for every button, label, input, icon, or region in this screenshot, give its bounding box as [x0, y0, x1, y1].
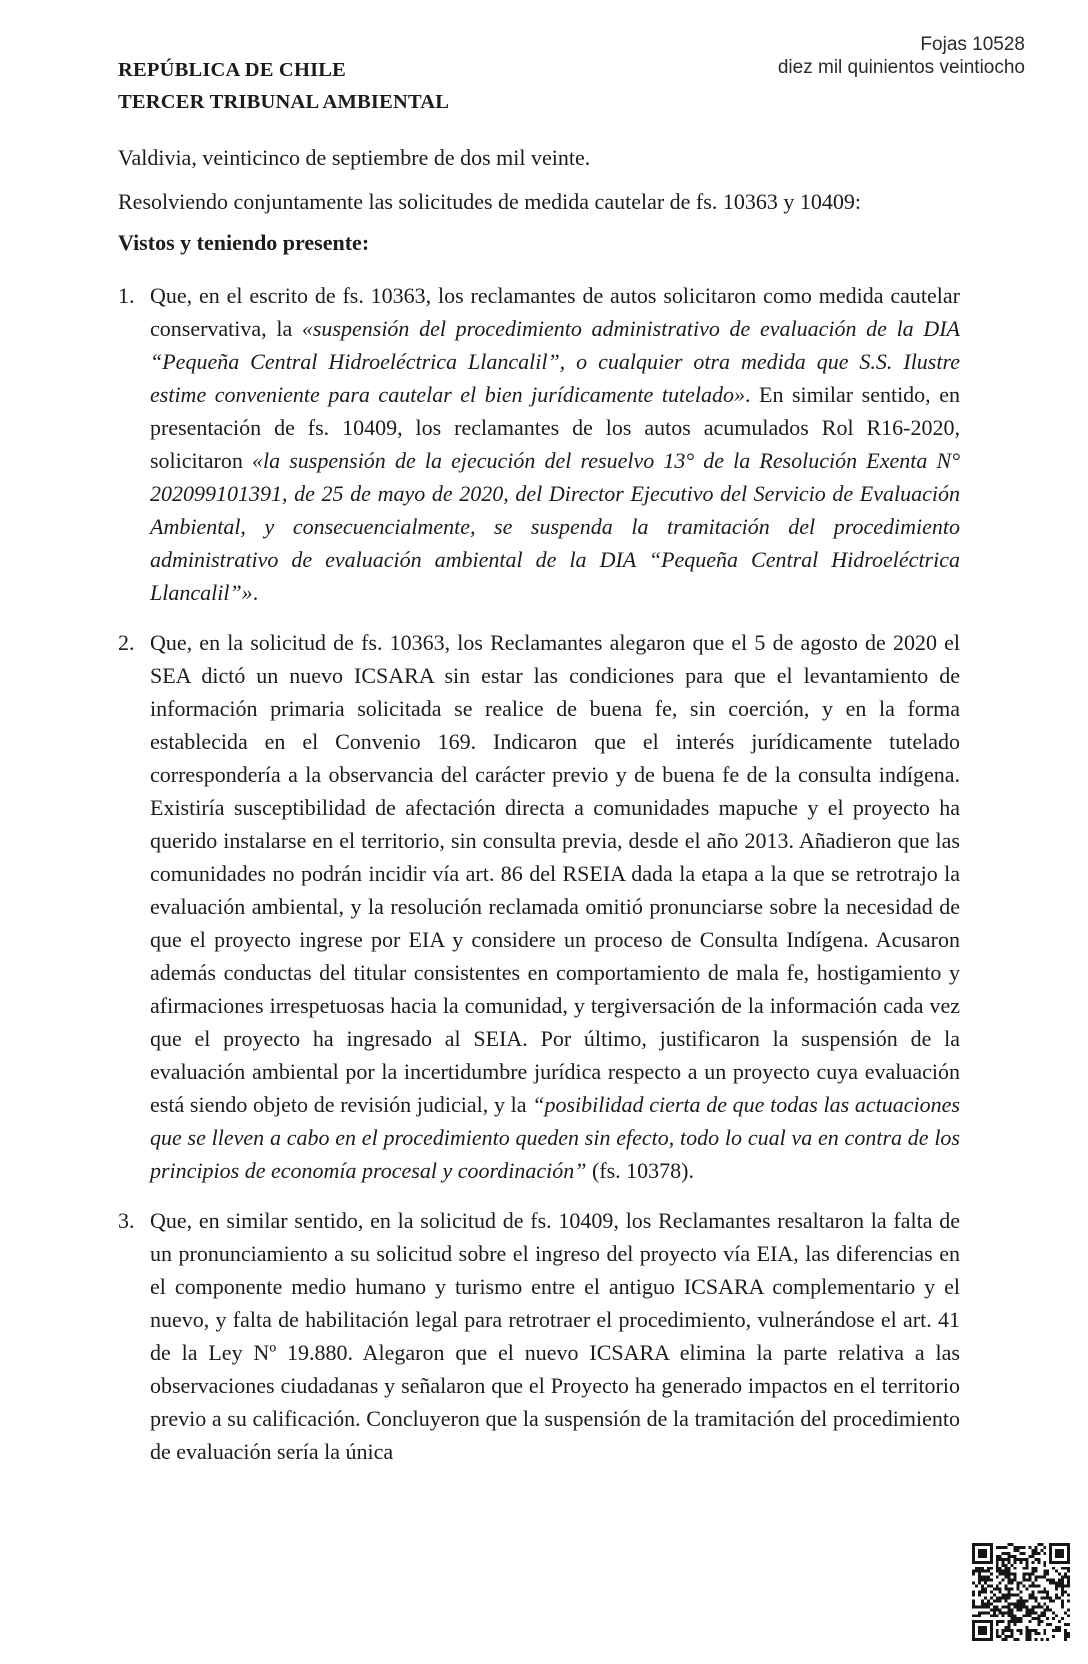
quoted-italic-text: «suspensión del procedimiento administrativo de evaluación de la DIA “Pequeña Central Hidroeléctrica Llancalil”, o cualquier otra medida que S.S. Ilustre estime conveniente para cautelar el bien jurídicamente tutelado» [150, 316, 960, 407]
section-heading: Vistos y teniendo presente: [118, 230, 370, 255]
fojas-words: diez mil quinientos veintiocho [777, 57, 1025, 78]
quoted-italic-text: “posibilidad cierta de que todas las actuaciones que se lleven a cabo en el procedimiento queden sin efecto, todo lo cual va en contra de los principios de economía procesal y coordinación” [150, 1092, 960, 1183]
paragraph-text: . En similar sentido, en presentación de fs. 10409, los reclamantes de los autos acumulados Rol R16-2020, solicitaron [150, 382, 960, 473]
paragraph-text: Que, en similar sentido, en la solicitud de fs. 10409, los Reclamantes resaltaron la falta de un pronunciamiento a su solicitud sobre el ingreso del proyecto vía EIA, las diferencias en el componente medio humano y turismo entre el antiguo ICSARA complementario y el nuevo, y falta de habilitación legal para retrotraer el procedimiento, vulnerándose el art. 41 de la Ley Nº 19.880. Alegaron que el nuevo ICSARA elimina la parte relativa a las observaciones ciudadanas y señalaron que el Proyecto ha generado impactos en el territorio previo a su calificación. Concluyeron que la suspensión de la tramitación del procedimiento de evaluación sería la única [150, 1208, 960, 1464]
paragraph-number: 1. [118, 283, 135, 308]
paragraph-text: Que, en la solicitud de fs. 10363, los Reclamantes alegaron que el 5 de agosto de 2020 el SEA dictó un nuevo ICSARA sin estar las condiciones para que el levantamiento de información primaria solicitada se realice de buena fe, sin coerción, y en la forma establecida en el Convenio 169. Indicaron que el interés jurídicamente tutelado correspondería a la observancia del carácter previo y de buena fe de la consulta indígena. Existiría susceptibilidad de afectación directa a comunidades mapuche y el proyecto ha querido instalarse en el territorio, sin consulta previa, desde el año 2013. Añadieron que las comunidades no podrán incidir vía art. 86 del RSEIA dada la etapa a la que se retrotrajo la evaluación ambiental, y la resolución reclamada omitió pronunciarse sobre la necesidad de que el proyecto ingrese por EIA y considere un proceso de Consulta Indígena. Acusaron además conductas del titular consistentes en comportamiento de mala fe, hostigamiento y afirmaciones irrespetuosas hacia la comunidad, y tergiversación de la información cada vez que el proyecto ha ingresado al SEIA. Por último, justificaron la suspensión de la evaluación ambiental por la incertidumbre jurídica respecto a un proyecto cuya evaluación está siendo objeto de revisión judicial, y la [150, 630, 960, 1117]
paragraph-text: . [252, 580, 259, 605]
numbered-paragraph [118, 626, 960, 1187]
numbered-paragraph [118, 279, 960, 609]
paragraph-number: 3. [118, 1208, 135, 1233]
fojas-header [778, 33, 1025, 79]
paragraph-number: 2. [118, 630, 135, 655]
fojas-number: Fojas 10528 [920, 34, 1025, 55]
paragraph-text: Que, en el escrito de fs. 10363, los reclamantes de autos solicitaron como medida cautelar conservativa, la [150, 283, 960, 341]
numbered-paragraph [118, 1204, 960, 1468]
paragraph-text: (fs. 10378). [586, 1158, 695, 1183]
date-line: Valdivia, veinticinco de septiembre de dos mil veinte. [118, 145, 591, 170]
court-header [118, 54, 449, 118]
republic-title: REPÚBLICA DE CHILE [118, 59, 347, 81]
qr-code-icon [972, 1543, 1070, 1641]
numbered-paragraphs [118, 279, 960, 1468]
tribunal-title: TERCER TRIBUNAL AMBIENTAL [118, 91, 450, 113]
quoted-italic-text: «la suspensión de la ejecución del resuelvo 13° de la Resolución Exenta N° 202099101391, de 25 de mayo de 2020, del Director Ejecutivo del Servicio de Evaluación Ambiental, y consecuencialmente, se suspenda la tramitación del procedimiento administrativo de evaluación ambiental de la DIA “Pequeña Central Hidroeléctrica Llancalil”» [150, 448, 960, 605]
intro-line: Resolviendo conjuntamente las solicitudes de medida cautelar de fs. 10363 y 10409: [118, 189, 861, 214]
document-body [118, 141, 960, 1468]
